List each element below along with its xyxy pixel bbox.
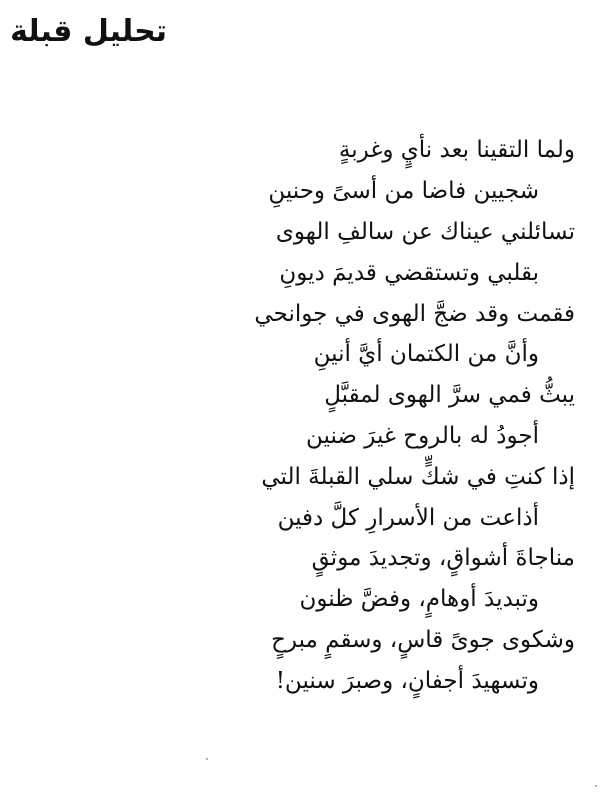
poem-line: إذا كنتِ في شكٍّ سلي القبلةَ التي — [261, 463, 575, 490]
poem-line: وأنَّ من الكتمان أيَّ أنينِ — [313, 341, 539, 368]
poem-line: بقلبي وتستقضي قديمَ ديونِ — [279, 259, 539, 286]
poem-line: ولما التقينا بعد نأيٍ وغربةٍ — [338, 137, 575, 164]
scan-speck — [206, 758, 208, 760]
scan-speck — [595, 785, 597, 787]
poem-line: وشكوى جوىً قاسٍ، وسقمٍ مبرحٍ — [271, 626, 575, 653]
poem-line: وتبديدَ أوهامٍ، وفضَّ ظنون — [299, 586, 539, 613]
poem-line: وتسهيدَ أجفانٍ، وصبرَ سنين! — [275, 667, 539, 694]
poem-line: فقمت وقد ضجَّ الهوى في جوانحي — [254, 300, 575, 327]
poem-line: شجيين فاضا من أسىً وحنينِ — [268, 178, 539, 205]
poem-body — [175, 130, 575, 701]
poem-line: تسائلني عيناك عن سالفِ الهوى — [275, 218, 575, 245]
poem-line: أذاعت من الأسرارِ كلَّ دفين — [277, 504, 539, 531]
poem-line: مناجاةَ أشواقٍ، وتجديدَ موثقٍ — [311, 545, 575, 572]
poem-title: تحليل قبلة — [10, 14, 167, 49]
poem-line: يبثُّ فمي سرَّ الهوى لمقبَّلٍ — [324, 382, 575, 409]
poem-line: أجودُ له بالروح غيرَ ضنين — [306, 422, 539, 449]
